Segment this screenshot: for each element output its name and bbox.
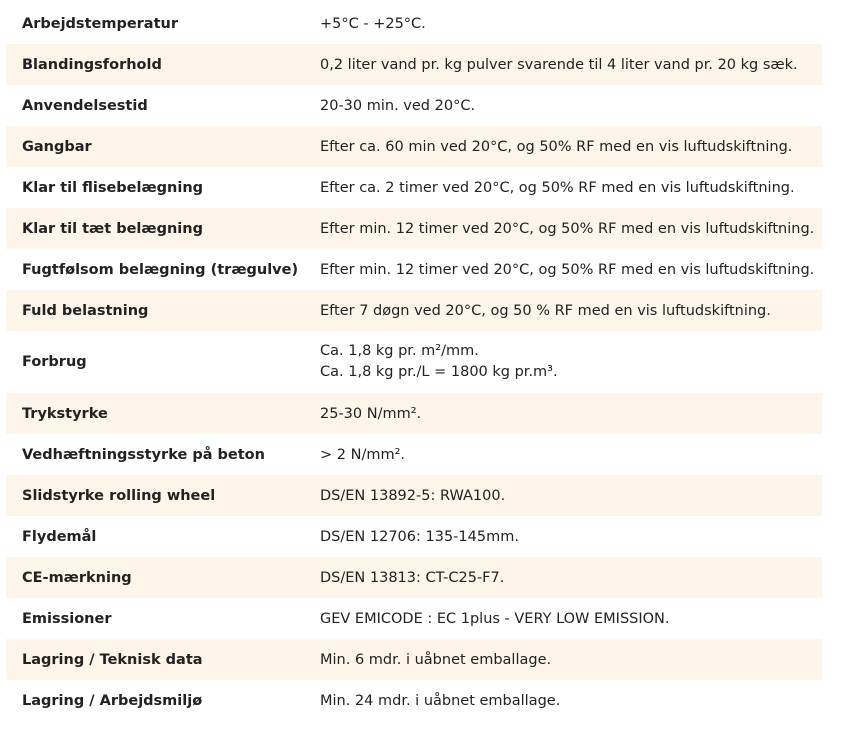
table-row (6, 393, 822, 434)
row-value: GEV EMICODE : EC 1plus - VERY LOW EMISSION. (320, 610, 670, 627)
row-label: Lagring / Teknisk data (6, 639, 304, 680)
table-row (6, 331, 822, 393)
row-label: Emissioner (22, 610, 112, 627)
row-value: Efter 7 døgn ved 20°C, og 50 % RF med en vis luftudskiftning. (304, 290, 822, 331)
row-label: CE-mærkning (6, 557, 304, 598)
table-row (6, 85, 822, 126)
row-label: Klar til tæt belægning (6, 208, 304, 249)
row-label: Flydemål (22, 528, 97, 545)
table-row (6, 208, 822, 249)
row-label: Blandingsforhold (6, 44, 304, 85)
row-value: Min. 6 mdr. i uåbnet emballage. (304, 639, 822, 680)
row-label: Gangbar (6, 126, 304, 167)
table-row (6, 3, 822, 44)
row-value: 0,2 liter vand pr. kg pulver svarende til 4 liter vand pr. 20 kg sæk. (304, 44, 822, 85)
table-row (6, 167, 822, 208)
row-label: Fugtfølsom belægning (trægulve) (22, 261, 299, 278)
technical-data-table (6, 3, 822, 721)
row-value: Efter ca. 60 min ved 20°C, og 50% RF med en vis luftudskiftning. (304, 126, 822, 167)
row-value: Efter min. 12 timer ved 20°C, og 50% RF med en vis luftudskiftning. (304, 208, 822, 249)
row-value: Min. 24 mdr. i uåbnet emballage. (320, 692, 561, 709)
row-label: Forbrug (22, 354, 87, 370)
row-value: DS/EN 13813: CT-C25-F7. (304, 557, 822, 598)
table-row (6, 475, 822, 516)
row-label: Lagring / Arbejdsmiljø (22, 692, 203, 709)
table-row (6, 639, 822, 680)
row-value: DS/EN 12706: 135-145mm. (320, 528, 519, 545)
row-value: Efter min. 12 timer ved 20°C, og 50% RF med en vis luftudskiftning. (320, 261, 815, 278)
row-value: DS/EN 13892-5: RWA100. (304, 475, 822, 516)
table-row (6, 516, 822, 557)
table-row (6, 680, 822, 721)
row-label: Arbejdstemperatur (22, 15, 178, 32)
row-label: Slidstyrke rolling wheel (6, 475, 304, 516)
row-value: +5°C - +25°C. (320, 15, 426, 32)
table-row (6, 434, 822, 475)
row-label: Anvendelsestid (22, 97, 148, 114)
row-value: 25-30 N/mm². (304, 393, 822, 434)
row-label: Klar til flisebelægning (22, 179, 204, 196)
row-value-line: Ca. 1,8 kg pr. m²/mm. (320, 343, 479, 359)
row-value: 20-30 min. ved 20°C. (320, 97, 476, 114)
table-row (6, 557, 822, 598)
row-value: Efter ca. 2 timer ved 20°C, og 50% RF med en vis luftudskiftning. (320, 179, 795, 196)
table-row (6, 598, 822, 639)
row-label: Fuld belastning (6, 290, 304, 331)
table-row (6, 290, 822, 331)
row-label: Vedhæftningsstyrke på beton (22, 446, 265, 463)
row-value-line: Ca. 1,8 kg pr./L = 1800 kg pr.m³. (320, 364, 558, 380)
table-row (6, 249, 822, 290)
table-row (6, 126, 822, 167)
row-label: Trykstyrke (6, 393, 304, 434)
row-value (304, 331, 822, 393)
table-row (6, 44, 822, 85)
row-value: > 2 N/mm². (320, 446, 405, 463)
